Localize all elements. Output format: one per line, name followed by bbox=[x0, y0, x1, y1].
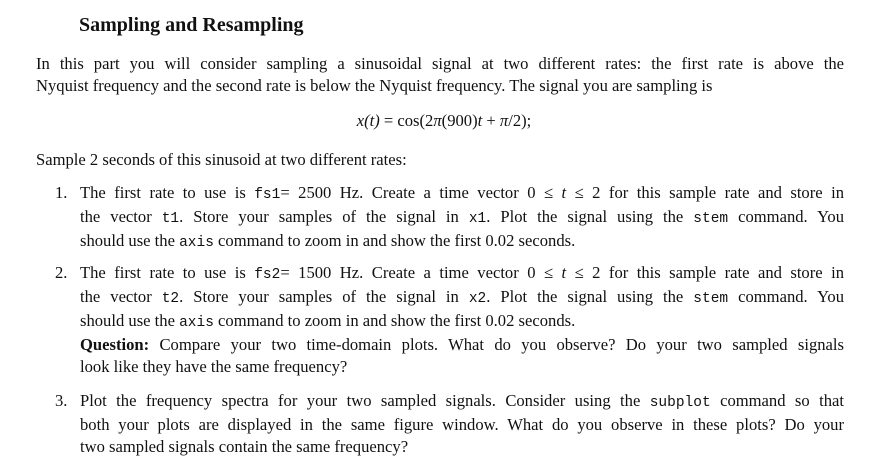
list-item-body bbox=[80, 390, 844, 458]
text-run: command. You bbox=[728, 207, 844, 226]
section-heading: Sampling and Resampling bbox=[79, 14, 304, 36]
intro-line-2: Nyquist frequency and the second rate is below the Nyquist frequency. The signal you are sampling is bbox=[36, 76, 713, 95]
text-run: . Plot the signal using the bbox=[486, 207, 694, 226]
list-item-number: 2. bbox=[55, 263, 68, 282]
text-run: should use the bbox=[80, 311, 180, 330]
text-run: command. You bbox=[728, 287, 844, 306]
code-stem: stem bbox=[693, 291, 729, 307]
list-item-number: 3. bbox=[55, 391, 68, 410]
math-t: t bbox=[561, 183, 567, 202]
equation-pi-2: π bbox=[499, 111, 509, 130]
list-item-body bbox=[80, 182, 844, 254]
text-run: = 2500 Hz. Create a time vector 0 ≤ bbox=[280, 183, 562, 202]
code-fs2: fs2 bbox=[254, 267, 281, 283]
item-2-line-2 bbox=[80, 286, 844, 310]
text-run: The first rate to use is bbox=[80, 183, 255, 202]
text-run: the vector bbox=[80, 207, 162, 226]
code-fs1: fs1 bbox=[254, 187, 281, 203]
code-axis: axis bbox=[179, 235, 214, 251]
text-run: . Store your samples of the signal in bbox=[179, 207, 469, 226]
text-run: . Plot the signal using the bbox=[486, 287, 694, 306]
intro-paragraph bbox=[36, 53, 844, 97]
question-label: Question: bbox=[80, 335, 150, 354]
equation-pi-1: π bbox=[433, 111, 442, 130]
code-x2: x2 bbox=[468, 291, 487, 307]
list-item-number: 1. bbox=[55, 183, 68, 202]
item-2-line-3 bbox=[80, 310, 844, 334]
item-3-line-3: two sampled signals contain the same frequency? bbox=[80, 437, 409, 456]
math-t: t bbox=[561, 263, 567, 282]
item-3-line-1 bbox=[80, 390, 844, 414]
text-run: = 1500 Hz. Create a time vector 0 ≤ bbox=[280, 263, 562, 282]
item-1-line-2 bbox=[80, 206, 844, 230]
intro-line-1: In this part you will consider sampling a sinusoidal signal at two different rates: the first rate is above the bbox=[36, 54, 844, 73]
text-run: Compare your two time-domain plots. What do you observe? Do your two sampled signals bbox=[149, 335, 844, 354]
item-1-line-1 bbox=[80, 182, 844, 206]
equation-plus: + bbox=[482, 111, 500, 130]
item-2-question-line-1 bbox=[80, 334, 844, 356]
equation-mid: (900) bbox=[441, 111, 478, 130]
text-run: the vector bbox=[80, 287, 162, 306]
text-run: command to zoom in and show the first 0.02 seconds. bbox=[213, 231, 576, 250]
item-2-line-1 bbox=[80, 262, 844, 286]
code-t1: t1 bbox=[161, 211, 180, 227]
equation-t: t bbox=[477, 111, 483, 130]
equation-lhs: x(t) bbox=[356, 111, 380, 130]
text-run: command so that bbox=[710, 391, 844, 410]
list-item-body bbox=[80, 262, 844, 378]
code-stem: stem bbox=[693, 211, 729, 227]
code-axis: axis bbox=[179, 315, 214, 331]
signal-equation bbox=[0, 110, 888, 132]
code-subplot: subplot bbox=[649, 395, 711, 411]
code-t2: t2 bbox=[161, 291, 180, 307]
text-run: command to zoom in and show the first 0.02 seconds. bbox=[213, 311, 576, 330]
equation-end: /2); bbox=[508, 111, 532, 130]
text-run: Plot the frequency spectra for your two sampled signals. Consider using the bbox=[80, 391, 650, 410]
item-1-line-3 bbox=[80, 230, 844, 254]
code-x1: x1 bbox=[468, 211, 487, 227]
item-2-question-line-2: look like they have the same frequency? bbox=[80, 357, 348, 376]
equation-eq: = cos(2 bbox=[379, 111, 434, 130]
text-run: should use the bbox=[80, 231, 180, 250]
text-run: . Store your samples of the signal in bbox=[179, 287, 469, 306]
text-run: ≤ 2 for this sample rate and store in bbox=[566, 263, 844, 282]
lead-sentence: Sample 2 seconds of this sinusoid at two different rates: bbox=[36, 150, 407, 169]
text-run: ≤ 2 for this sample rate and store in bbox=[566, 183, 844, 202]
item-3-line-2: both your plots are displayed in the same figure window. What do you observe in these plots? Do your bbox=[80, 415, 844, 434]
text-run: The first rate to use is bbox=[80, 263, 255, 282]
